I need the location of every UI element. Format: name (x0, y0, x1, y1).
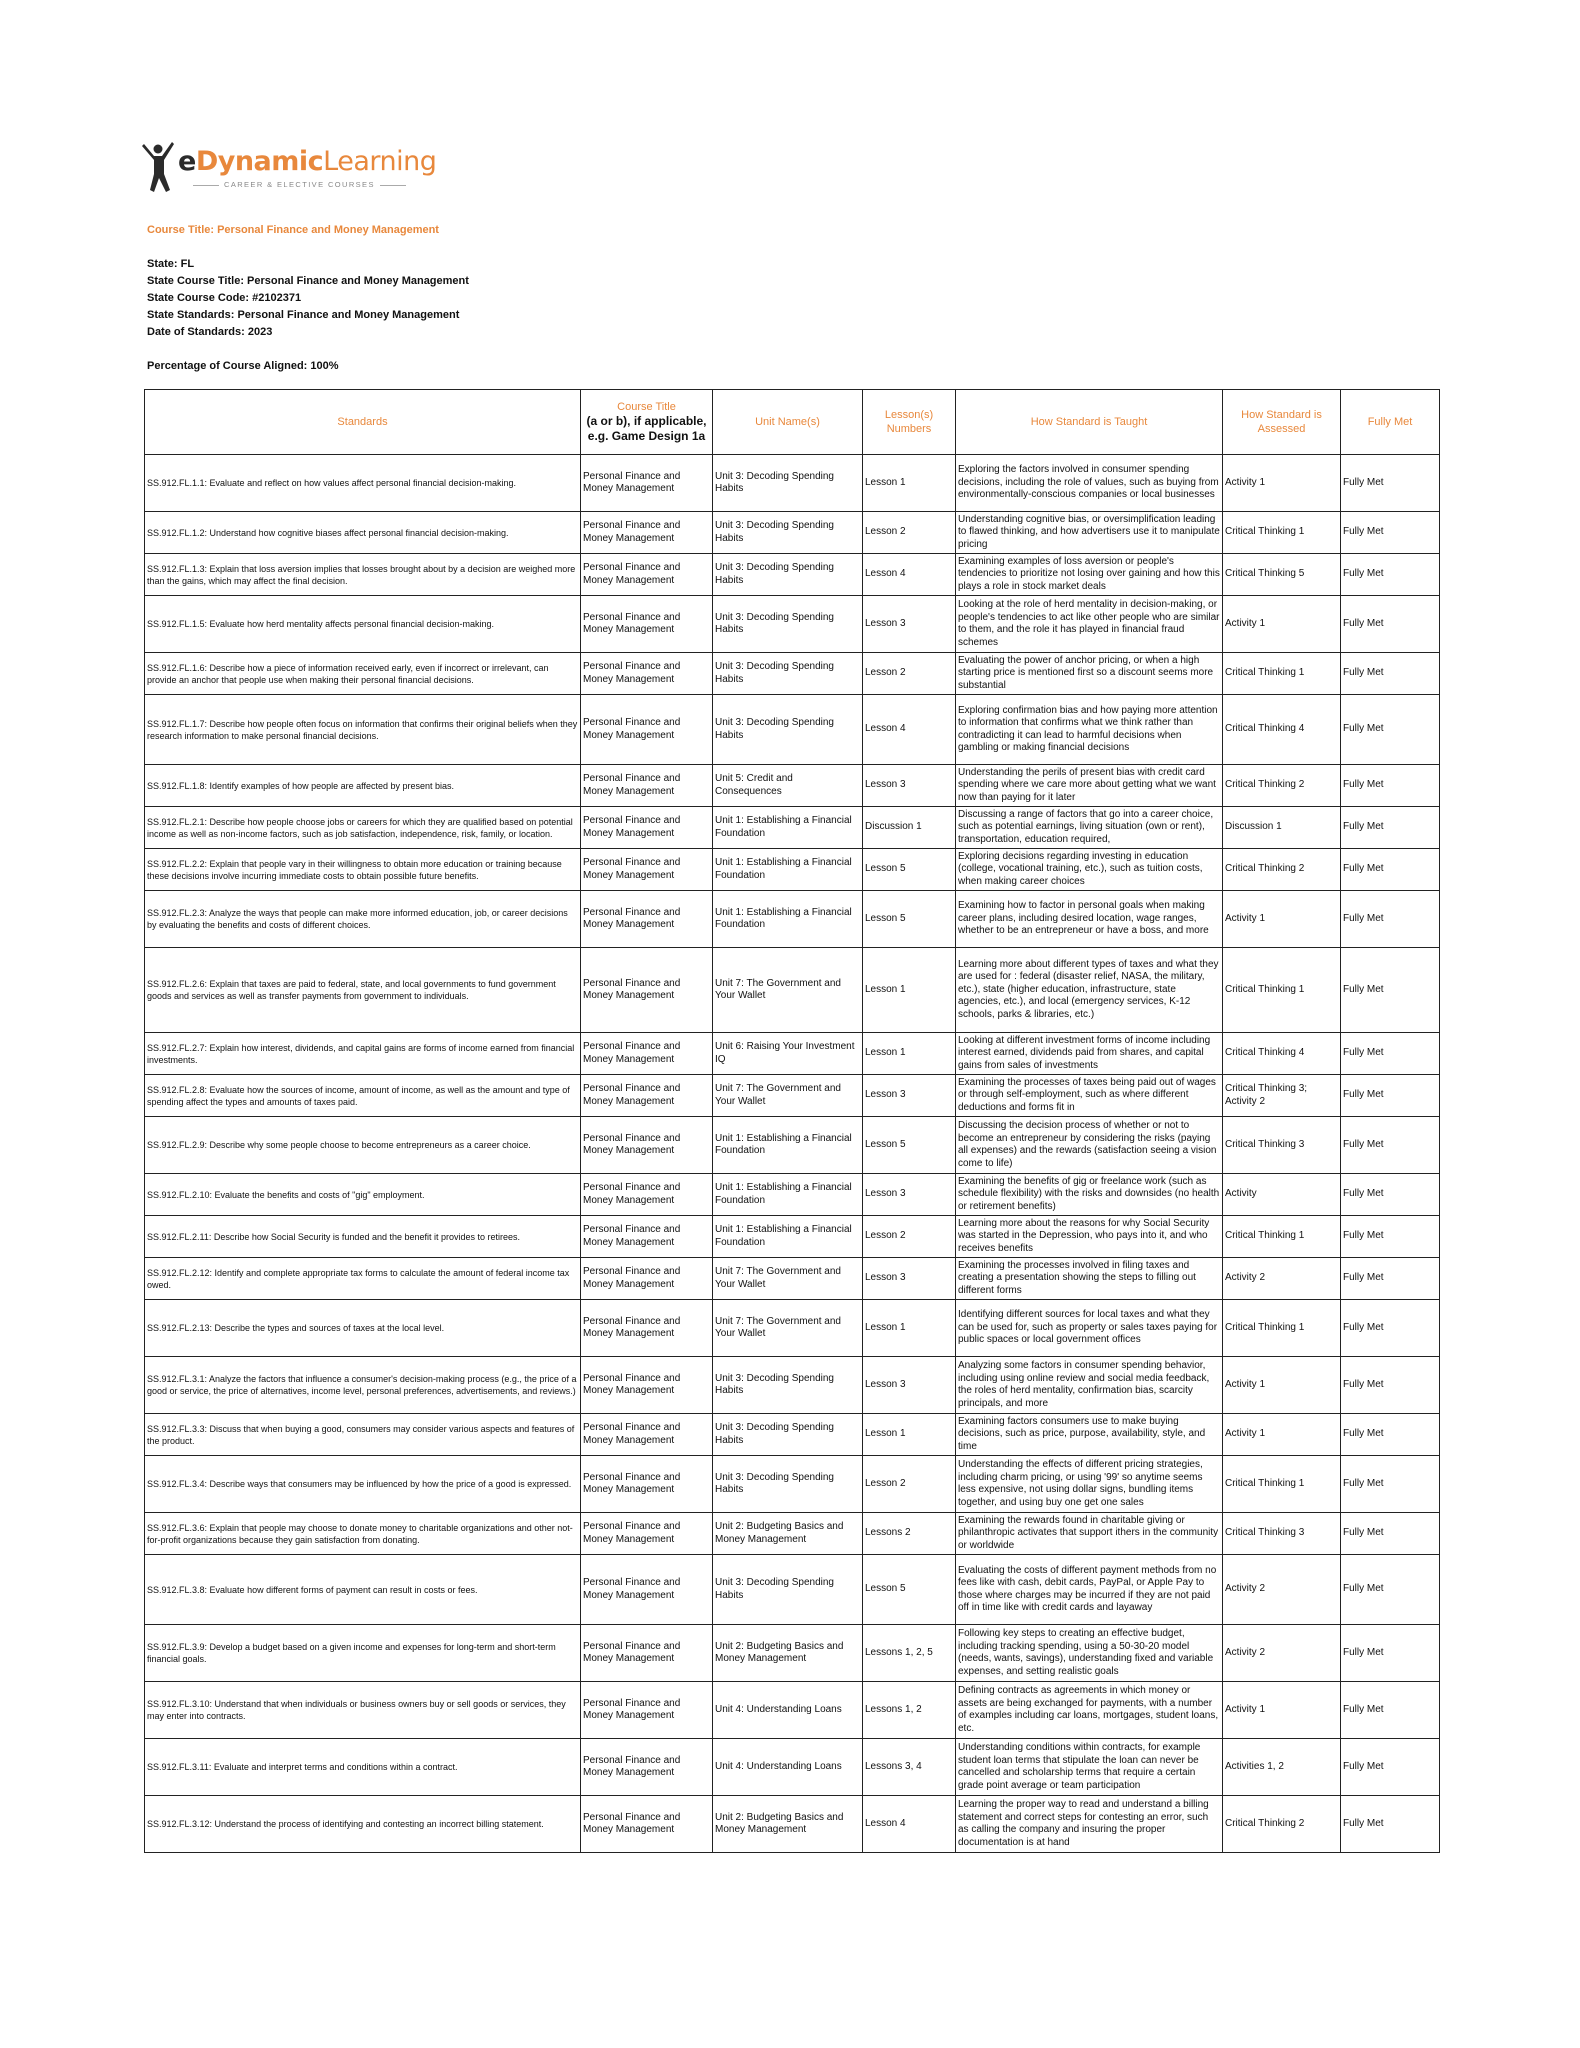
standard-cell: SS.912.FL.2.9: Describe why some people choose to become entrepreneurs as a career choice. (145, 1117, 581, 1174)
standard-cell: SS.912.FL.2.8: Evaluate how the sources of income, amount of income, as well as the amount and type of spending affect the types and amounts of taxes paid. (145, 1075, 581, 1117)
state-course-code: State Course Code: #2102371 (147, 292, 302, 304)
course-cell: Personal Finance and Money Management (581, 1117, 713, 1174)
course-cell: Personal Finance and Money Management (581, 554, 713, 596)
how-taught-cell: Defining contracts as agreements in which money or assets are being exchanged for payments, with a number of examples including car loans, mortgages, student loans, etc. (956, 1682, 1223, 1739)
unit-cell: Unit 2: Budgeting Basics and Money Management (713, 1796, 863, 1853)
lesson-cell: Discussion 1 (863, 807, 956, 849)
lesson-cell: Lesson 3 (863, 596, 956, 653)
fully-met-cell: Fully Met (1341, 1682, 1440, 1739)
unit-cell: Unit 3: Decoding Spending Habits (713, 596, 863, 653)
unit-cell: Unit 4: Understanding Loans (713, 1682, 863, 1739)
table-row (145, 1357, 1440, 1414)
how-assessed-cell: Activity 1 (1223, 1682, 1341, 1739)
unit-cell: Unit 3: Decoding Spending Habits (713, 653, 863, 695)
unit-cell: Unit 3: Decoding Spending Habits (713, 554, 863, 596)
how-taught-cell: Understanding conditions within contracts, for example student loan terms that stipulate the loan can never be cancelled and scholarship terms that require a certain grade point average or team participation (956, 1739, 1223, 1796)
lesson-cell: Lesson 5 (863, 1555, 956, 1625)
how-assessed-cell: Critical Thinking 1 (1223, 1456, 1341, 1513)
how-taught-cell: Examining the processes of taxes being paid out of wages or through self-employment, such as where different deductions and forms fit in (956, 1075, 1223, 1117)
how-taught-cell: Understanding cognitive bias, or oversimplification leading to flawed thinking, and how advertisers use it to manipulate pricing (956, 512, 1223, 554)
how-assessed-cell: Critical Thinking 4 (1223, 695, 1341, 765)
fully-met-cell: Fully Met (1341, 1739, 1440, 1796)
how-assessed-cell: Activities 1, 2 (1223, 1739, 1341, 1796)
how-assessed-cell: Critical Thinking 3; Activity 2 (1223, 1075, 1341, 1117)
lesson-cell: Lesson 5 (863, 891, 956, 948)
how-taught-cell: Identifying different sources for local taxes and what they can be used for, such as property or sales taxes paying for public spaces or local government offices (956, 1300, 1223, 1357)
fully-met-cell: Fully Met (1341, 807, 1440, 849)
table-row (145, 1117, 1440, 1174)
how-taught-cell: Examining the benefits of gig or freelance work (such as schedule flexibility) with the risks and downsides (no health or retirement benefits) (956, 1174, 1223, 1216)
unit-cell: Unit 4: Understanding Loans (713, 1739, 863, 1796)
course-cell: Personal Finance and Money Management (581, 596, 713, 653)
how-taught-cell: Looking at the role of herd mentality in decision-making, or people's tendencies to act like other people who are similar to them, and the role it has played in financial fraud schemes (956, 596, 1223, 653)
standard-cell: SS.912.FL.1.5: Evaluate how herd mentality affects personal financial decision-making. (145, 596, 581, 653)
lesson-cell: Lesson 1 (863, 948, 956, 1033)
unit-cell: Unit 5: Credit and Consequences (713, 765, 863, 807)
course-cell: Personal Finance and Money Management (581, 948, 713, 1033)
how-taught-cell: Evaluating the power of anchor pricing, or when a high starting price is mentioned first so a discount seems more substantial (956, 653, 1223, 695)
how-taught-cell: Examining examples of loss aversion or people's tendencies to prioritize not losing over gaining and how this plays a role in stock market deals (956, 554, 1223, 596)
how-assessed-cell: Activity 1 (1223, 1357, 1341, 1414)
standards-table (144, 389, 1440, 1853)
how-taught-cell: Exploring the factors involved in consumer spending decisions, including the role of values, such as buying from environmentally-conscious companies or local businesses (956, 455, 1223, 512)
how-taught-cell: Examining factors consumers use to make buying decisions, such as price, purpose, availability, style, and time (956, 1414, 1223, 1456)
unit-cell: Unit 7: The Government and Your Wallet (713, 1075, 863, 1117)
course-cell: Personal Finance and Money Management (581, 1414, 713, 1456)
fully-met-cell: Fully Met (1341, 554, 1440, 596)
lesson-cell: Lesson 3 (863, 765, 956, 807)
table-row (145, 1555, 1440, 1625)
standard-cell: SS.912.FL.3.9: Develop a budget based on a given income and expenses for long-term and short-term financial goals. (145, 1625, 581, 1682)
unit-cell: Unit 3: Decoding Spending Habits (713, 1414, 863, 1456)
unit-cell: Unit 2: Budgeting Basics and Money Management (713, 1625, 863, 1682)
lesson-cell: Lesson 2 (863, 1456, 956, 1513)
unit-cell: Unit 1: Establishing a Financial Foundation (713, 891, 863, 948)
fully-met-cell: Fully Met (1341, 1258, 1440, 1300)
lesson-cell: Lesson 1 (863, 1033, 956, 1075)
table-row (145, 1625, 1440, 1682)
table-row (145, 948, 1440, 1033)
header-lessons: Lesson(s) Numbers (863, 390, 956, 455)
how-taught-cell: Examining how to factor in personal goals when making career plans, including desired location, wage ranges, whether to be an entrepreneur or have a boss, and more (956, 891, 1223, 948)
state-course-title: State Course Title: Personal Finance and Money Management (147, 275, 469, 287)
course-cell: Personal Finance and Money Management (581, 1555, 713, 1625)
state: State: FL (147, 258, 195, 270)
how-assessed-cell: Activity 2 (1223, 1555, 1341, 1625)
lesson-cell: Lesson 2 (863, 653, 956, 695)
fully-met-cell: Fully Met (1341, 849, 1440, 891)
lesson-cell: Lesson 3 (863, 1075, 956, 1117)
unit-cell: Unit 3: Decoding Spending Habits (713, 695, 863, 765)
fully-met-cell: Fully Met (1341, 891, 1440, 948)
standard-cell: SS.912.FL.3.12: Understand the process of identifying and contesting an incorrect billing statement. (145, 1796, 581, 1853)
table-row (145, 1796, 1440, 1853)
unit-cell: Unit 1: Establishing a Financial Foundation (713, 1216, 863, 1258)
how-assessed-cell: Activity 2 (1223, 1625, 1341, 1682)
fully-met-cell: Fully Met (1341, 1357, 1440, 1414)
header-how-taught: How Standard is Taught (956, 390, 1223, 455)
course-cell: Personal Finance and Money Management (581, 1216, 713, 1258)
course-cell: Personal Finance and Money Management (581, 512, 713, 554)
how-taught-cell: Learning the proper way to read and understand a billing statement and correct steps for contesting an error, such as calling the company and insuring the proper documentation is at hand (956, 1796, 1223, 1853)
standard-cell: SS.912.FL.1.6: Describe how a piece of information received early, even if incorrect or irrelevant, can provide an anchor that people use when making their personal financial decisions. (145, 653, 581, 695)
fully-met-cell: Fully Met (1341, 512, 1440, 554)
lesson-cell: Lesson 1 (863, 455, 956, 512)
table-row (145, 1258, 1440, 1300)
how-assessed-cell: Critical Thinking 1 (1223, 948, 1341, 1033)
fully-met-cell: Fully Met (1341, 1174, 1440, 1216)
standard-cell: SS.912.FL.2.11: Describe how Social Security is funded and the benefit it provides to retirees. (145, 1216, 581, 1258)
lesson-cell: Lesson 4 (863, 1796, 956, 1853)
standard-cell: SS.912.FL.2.6: Explain that taxes are paid to federal, state, and local governments to fund government goods and services as well as transfer payments from government to individuals. (145, 948, 581, 1033)
table-row (145, 653, 1440, 695)
fully-met-cell: Fully Met (1341, 1117, 1440, 1174)
fully-met-cell: Fully Met (1341, 1555, 1440, 1625)
table-row (145, 1682, 1440, 1739)
header-how-assessed: How Standard is Assessed (1223, 390, 1341, 455)
lesson-cell: Lesson 4 (863, 554, 956, 596)
unit-cell: Unit 3: Decoding Spending Habits (713, 512, 863, 554)
unit-cell: Unit 3: Decoding Spending Habits (713, 1456, 863, 1513)
lesson-cell: Lesson 3 (863, 1258, 956, 1300)
fully-met-cell: Fully Met (1341, 1625, 1440, 1682)
how-assessed-cell: Critical Thinking 5 (1223, 554, 1341, 596)
how-taught-cell: Exploring decisions regarding investing in education (college, vocational training, etc.), such as tuition costs, when making career choices (956, 849, 1223, 891)
standard-cell: SS.912.FL.1.7: Describe how people often focus on information that confirms their original beliefs when they research information to make personal financial decisions. (145, 695, 581, 765)
table-row (145, 1174, 1440, 1216)
table-row (145, 1739, 1440, 1796)
how-taught-cell: Learning more about the reasons for why Social Security was started in the Depression, who pays into it, and who receives benefits (956, 1216, 1223, 1258)
percentage-aligned: Percentage of Course Aligned: 100% (147, 360, 339, 372)
standard-cell: SS.912.FL.2.2: Explain that people vary in their willingness to obtain more education or training because these decisions involve incurring immediate costs to obtain possible future benefits. (145, 849, 581, 891)
standard-cell: SS.912.FL.3.10: Understand that when individuals or business owners buy or sell goods or services, they may enter into contracts. (145, 1682, 581, 1739)
course-cell: Personal Finance and Money Management (581, 807, 713, 849)
logo-tagline: CAREER & ELECTIVE COURSES (188, 180, 411, 189)
table-row (145, 695, 1440, 765)
how-taught-cell: Examining the rewards found in charitable giving or philanthropic activates that support ithers in the community or worldwide (956, 1513, 1223, 1555)
table-row (145, 765, 1440, 807)
fully-met-cell: Fully Met (1341, 1033, 1440, 1075)
unit-cell: Unit 7: The Government and Your Wallet (713, 948, 863, 1033)
standard-cell: SS.912.FL.1.2: Understand how cognitive biases affect personal financial decision-making. (145, 512, 581, 554)
how-taught-cell: Understanding the perils of present bias with credit card spending where we care more about getting what we want now than paying for it later (956, 765, 1223, 807)
how-assessed-cell: Critical Thinking 1 (1223, 1300, 1341, 1357)
logo-wordmark: eDynamicLearning (178, 146, 437, 177)
unit-cell: Unit 3: Decoding Spending Habits (713, 455, 863, 512)
fully-met-cell: Fully Met (1341, 1216, 1440, 1258)
fully-met-cell: Fully Met (1341, 1513, 1440, 1555)
header-course-title (581, 390, 713, 455)
fully-met-cell: Fully Met (1341, 1456, 1440, 1513)
table-row (145, 849, 1440, 891)
course-cell: Personal Finance and Money Management (581, 653, 713, 695)
fully-met-cell: Fully Met (1341, 1414, 1440, 1456)
how-assessed-cell: Activity 1 (1223, 455, 1341, 512)
table-row (145, 1075, 1440, 1117)
how-taught-cell: Exploring confirmation bias and how paying more attention to information that confirms what we think rather than contradicting it can lead to harmful decisions when gambling or making financial decisions (956, 695, 1223, 765)
unit-cell: Unit 7: The Government and Your Wallet (713, 1300, 863, 1357)
how-taught-cell: Looking at different investment forms of income including interest earned, dividends paid from shares, and capital gains from sales of investments (956, 1033, 1223, 1075)
lesson-cell: Lesson 2 (863, 1216, 956, 1258)
date-of-standards: Date of Standards: 2023 (147, 326, 273, 338)
how-assessed-cell: Critical Thinking 2 (1223, 765, 1341, 807)
how-assessed-cell: Activity (1223, 1174, 1341, 1216)
standard-cell: SS.912.FL.3.8: Evaluate how different forms of payment can result in costs or fees. (145, 1555, 581, 1625)
table-row (145, 891, 1440, 948)
table-row (145, 1300, 1440, 1357)
fully-met-cell: Fully Met (1341, 455, 1440, 512)
course-cell: Personal Finance and Money Management (581, 1075, 713, 1117)
table-row (145, 1456, 1440, 1513)
edynamic-learning-logo (140, 140, 437, 204)
header-fully-met: Fully Met (1341, 390, 1440, 455)
course-cell: Personal Finance and Money Management (581, 455, 713, 512)
course-cell: Personal Finance and Money Management (581, 1033, 713, 1075)
how-taught-cell: Analyzing some factors in consumer spending behavior, including using online review and social media feedback, the roles of herd mentality, confirmation bias, scarcity principals, and more (956, 1357, 1223, 1414)
fully-met-cell: Fully Met (1341, 1796, 1440, 1853)
fully-met-cell: Fully Met (1341, 765, 1440, 807)
how-assessed-cell: Activity 1 (1223, 891, 1341, 948)
state-standards: State Standards: Personal Finance and Money Management (147, 309, 460, 321)
how-assessed-cell: Activity 1 (1223, 596, 1341, 653)
table-row (145, 554, 1440, 596)
unit-cell: Unit 1: Establishing a Financial Foundation (713, 807, 863, 849)
how-assessed-cell: Activity 2 (1223, 1258, 1341, 1300)
course-cell: Personal Finance and Money Management (581, 849, 713, 891)
how-assessed-cell: Critical Thinking 4 (1223, 1033, 1341, 1075)
lesson-cell: Lesson 4 (863, 695, 956, 765)
lesson-cell: Lesson 1 (863, 1300, 956, 1357)
lesson-cell: Lesson 1 (863, 1414, 956, 1456)
course-cell: Personal Finance and Money Management (581, 1513, 713, 1555)
unit-cell: Unit 1: Establishing a Financial Foundation (713, 1174, 863, 1216)
table-row (145, 1216, 1440, 1258)
standard-cell: SS.912.FL.2.10: Evaluate the benefits and costs of "gig" employment. (145, 1174, 581, 1216)
how-taught-cell: Discussing a range of factors that go into a career choice, such as potential earnings, living situation (own or rent), transportation, education required, (956, 807, 1223, 849)
lesson-cell: Lessons 2 (863, 1513, 956, 1555)
course-cell: Personal Finance and Money Management (581, 1357, 713, 1414)
standard-cell: SS.912.FL.2.12: Identify and complete appropriate tax forms to calculate the amount of federal income tax owed. (145, 1258, 581, 1300)
standard-cell: SS.912.FL.2.13: Describe the types and sources of taxes at the local level. (145, 1300, 581, 1357)
table-row (145, 512, 1440, 554)
unit-cell: Unit 3: Decoding Spending Habits (713, 1357, 863, 1414)
course-cell: Personal Finance and Money Management (581, 765, 713, 807)
fully-met-cell: Fully Met (1341, 695, 1440, 765)
table-row (145, 807, 1440, 849)
course-cell: Personal Finance and Money Management (581, 1300, 713, 1357)
course-cell: Personal Finance and Money Management (581, 1258, 713, 1300)
standard-cell: SS.912.FL.3.6: Explain that people may choose to donate money to charitable organizations and other not-for-profit organizations because they gain satisfaction from donating. (145, 1513, 581, 1555)
how-taught-cell: Discussing the decision process of whether or not to become an entrepreneur by considering the risks (paying all expenses) and the rewards (satisfaction seeing a vision come to life) (956, 1117, 1223, 1174)
course-metadata (147, 256, 469, 341)
course-cell: Personal Finance and Money Management (581, 1174, 713, 1216)
course-cell: Personal Finance and Money Management (581, 1682, 713, 1739)
standard-cell: SS.912.FL.2.7: Explain how interest, dividends, and capital gains are forms of income earned from financial investments. (145, 1033, 581, 1075)
table-row (145, 1033, 1440, 1075)
course-title: Course Title: Personal Finance and Money Management (147, 224, 439, 236)
standard-cell: SS.912.FL.1.8: Identify examples of how people are affected by present bias. (145, 765, 581, 807)
course-cell: Personal Finance and Money Management (581, 1739, 713, 1796)
standard-cell: SS.912.FL.3.1: Analyze the factors that influence a consumer's decision-making process (e.g., the price of a good or service, the price of alternatives, income level, personal preferences, advertisements, and reviews.) (145, 1357, 581, 1414)
how-assessed-cell: Critical Thinking 3 (1223, 1513, 1341, 1555)
table-header-row (145, 390, 1440, 455)
standard-cell: SS.912.FL.1.1: Evaluate and reflect on how values affect personal financial decision-making. (145, 455, 581, 512)
how-taught-cell: Learning more about different types of taxes and what they are used for : federal (disaster relief, NASA, the military, etc.), state (higher education, infrastructure, state agencies, etc.), and local (emergency services, K-12 schools, parks & libraries, etc.) (956, 948, 1223, 1033)
fully-met-cell: Fully Met (1341, 596, 1440, 653)
table-row (145, 1414, 1440, 1456)
lesson-cell: Lessons 1, 2, 5 (863, 1625, 956, 1682)
lesson-cell: Lesson 2 (863, 512, 956, 554)
unit-cell: Unit 1: Establishing a Financial Foundation (713, 849, 863, 891)
standard-cell: SS.912.FL.3.4: Describe ways that consumers may be influenced by how the price of a good is expressed. (145, 1456, 581, 1513)
standard-cell: SS.912.FL.1.3: Explain that loss aversion implies that losses brought about by a decision are weighed more than the gains, which may affect the final decision. (145, 554, 581, 596)
how-taught-cell: Evaluating the costs of different payment methods from no fees like with cash, debit cards, PayPal, or Apple Pay to those where charges may be incurred if they are not paid off in time like with credit cards and layaway (956, 1555, 1223, 1625)
unit-cell: Unit 2: Budgeting Basics and Money Management (713, 1513, 863, 1555)
how-assessed-cell: Critical Thinking 2 (1223, 849, 1341, 891)
how-taught-cell: Following key steps to creating an effective budget, including tracking spending, using a 50-30-20 model (needs, wants, savings), understanding fixed and variable expenses, and setting realistic goals (956, 1625, 1223, 1682)
fully-met-cell: Fully Met (1341, 1075, 1440, 1117)
header-standards: Standards (145, 390, 581, 455)
lesson-cell: Lesson 3 (863, 1357, 956, 1414)
standard-cell: SS.912.FL.2.3: Analyze the ways that people can make more informed education, job, or career decisions by evaluating the benefits and costs of different choices. (145, 891, 581, 948)
how-taught-cell: Understanding the effects of different pricing strategies, including charm pricing, or using '99' so anytime seems less expensive, not using dollar signs, bundling items together, and using buy one get one sales (956, 1456, 1223, 1513)
standard-cell: SS.912.FL.2.1: Describe how people choose jobs or careers for which they are qualified based on potential income as well as non-income factors, such as job satisfaction, independence, risk, family, or location. (145, 807, 581, 849)
course-cell: Personal Finance and Money Management (581, 1625, 713, 1682)
table-body (145, 455, 1440, 1853)
how-assessed-cell: Activity 1 (1223, 1414, 1341, 1456)
how-assessed-cell: Critical Thinking 3 (1223, 1117, 1341, 1174)
standard-cell: SS.912.FL.3.11: Evaluate and interpret terms and conditions within a contract. (145, 1739, 581, 1796)
how-assessed-cell: Critical Thinking 1 (1223, 1216, 1341, 1258)
fully-met-cell: Fully Met (1341, 653, 1440, 695)
unit-cell: Unit 6: Raising Your Investment IQ (713, 1033, 863, 1075)
course-cell: Personal Finance and Money Management (581, 891, 713, 948)
table-row (145, 1513, 1440, 1555)
table-row (145, 455, 1440, 512)
course-cell: Personal Finance and Money Management (581, 1456, 713, 1513)
how-assessed-cell: Critical Thinking 1 (1223, 512, 1341, 554)
unit-cell: Unit 3: Decoding Spending Habits (713, 1555, 863, 1625)
header-course-title-label: Course Title (617, 401, 676, 413)
lesson-cell: Lesson 3 (863, 1174, 956, 1216)
table-row (145, 596, 1440, 653)
fully-met-cell: Fully Met (1341, 948, 1440, 1033)
jumping-person-icon (140, 140, 176, 196)
header-course-title-note: (a or b), if applicable, e.g. Game Design 1a (586, 414, 707, 443)
unit-cell: Unit 7: The Government and Your Wallet (713, 1258, 863, 1300)
unit-cell: Unit 1: Establishing a Financial Foundation (713, 1117, 863, 1174)
how-assessed-cell: Discussion 1 (1223, 807, 1341, 849)
course-cell: Personal Finance and Money Management (581, 695, 713, 765)
lesson-cell: Lessons 3, 4 (863, 1739, 956, 1796)
lesson-cell: Lesson 5 (863, 1117, 956, 1174)
course-cell: Personal Finance and Money Management (581, 1796, 713, 1853)
how-assessed-cell: Critical Thinking 2 (1223, 1796, 1341, 1853)
fully-met-cell: Fully Met (1341, 1300, 1440, 1357)
lesson-cell: Lesson 5 (863, 849, 956, 891)
how-taught-cell: Examining the processes involved in filing taxes and creating a presentation showing the steps to filling out different forms (956, 1258, 1223, 1300)
lesson-cell: Lessons 1, 2 (863, 1682, 956, 1739)
how-assessed-cell: Critical Thinking 1 (1223, 653, 1341, 695)
header-unit: Unit Name(s) (713, 390, 863, 455)
standard-cell: SS.912.FL.3.3: Discuss that when buying a good, consumers may consider various aspects and features of the product. (145, 1414, 581, 1456)
